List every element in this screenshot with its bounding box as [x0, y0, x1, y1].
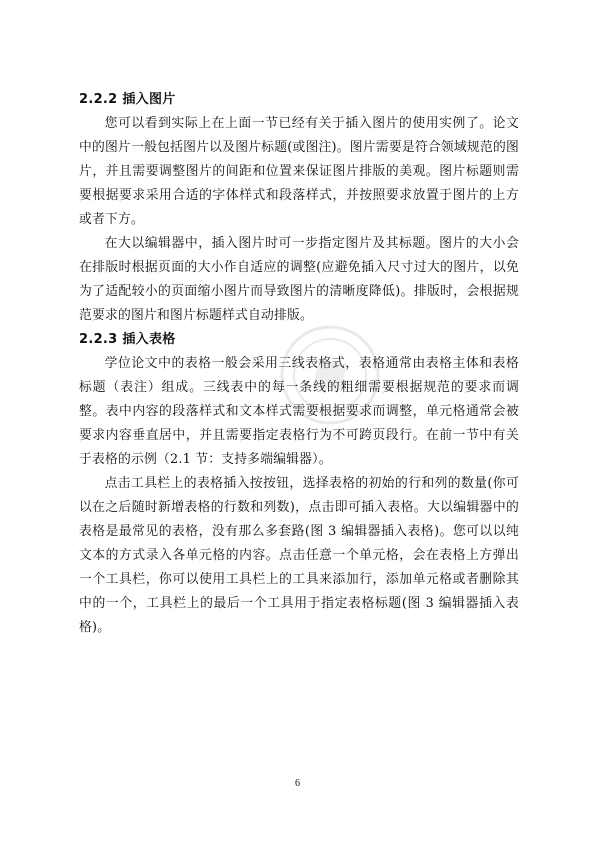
section-heading-insert-table: 2.2.3 插入表格: [79, 332, 176, 347]
paragraph: 学位论文中的表格一般会采用三线表格式，表格通常由表格主体和表格标题（表注）组成。三线表中的每一条线的粗细需要根据规范的要求而调整。表中内容的段落样式和文本样式需要根据要求而调整，单元格通常会被要求内容垂直居中，并且需要指定表格行为不可跨页段行。在前一节中有关于表格的示例（2.1 节：支持多端编辑器）。: [79, 356, 519, 467]
paragraph: 在大以编辑器中，插入图片时可一步指定图片及其标题。图片的大小会在排版时根据页面的大小作自适应的调整(应避免插入尺寸过大的图片，以免为了适配较小的页面缩小图片而导致图片的清晰度降低)。排版时，会根据规范要求的图片和图片标题样式自动排版。: [79, 236, 519, 323]
paragraph: 点击工具栏上的表格插入按按钮，选择表格的初始的行和列的数量(你可以在之后随时新增表格的行数和列数)，点击即可插入表格。大以编辑器中的表格是最常见的表格，没有那么多套路(图 3 编辑器插入表格)。您可以以纯文本的方式录入各单元格的内容。点击任意一个单元格，会在表格上方弹出一个工具栏，你可以使用工具栏上的工具来添加行，添加单元格或者删除其中的一个，工具栏上的最后一个工具用于指定表格标题(图 3 编辑器插入表格)。: [79, 476, 519, 635]
paragraph: 您可以看到实际上在上面一节已经有关于插入图片的使用实例了。论文中的图片一般包括图片以及图片标题(或图注)。图片需要是符合领域规范的图片，并且需要调整图片的间距和位置来保证图片排版的美观。图片标题则需要根据要求采用合适的字体样式和段落样式，并按照要求放置于图片的上方或者下方。: [79, 116, 519, 227]
page-number: 6: [295, 778, 300, 789]
page-body: [79, 88, 519, 640]
section-heading-insert-image: 2.2.2 插入图片: [79, 92, 176, 107]
